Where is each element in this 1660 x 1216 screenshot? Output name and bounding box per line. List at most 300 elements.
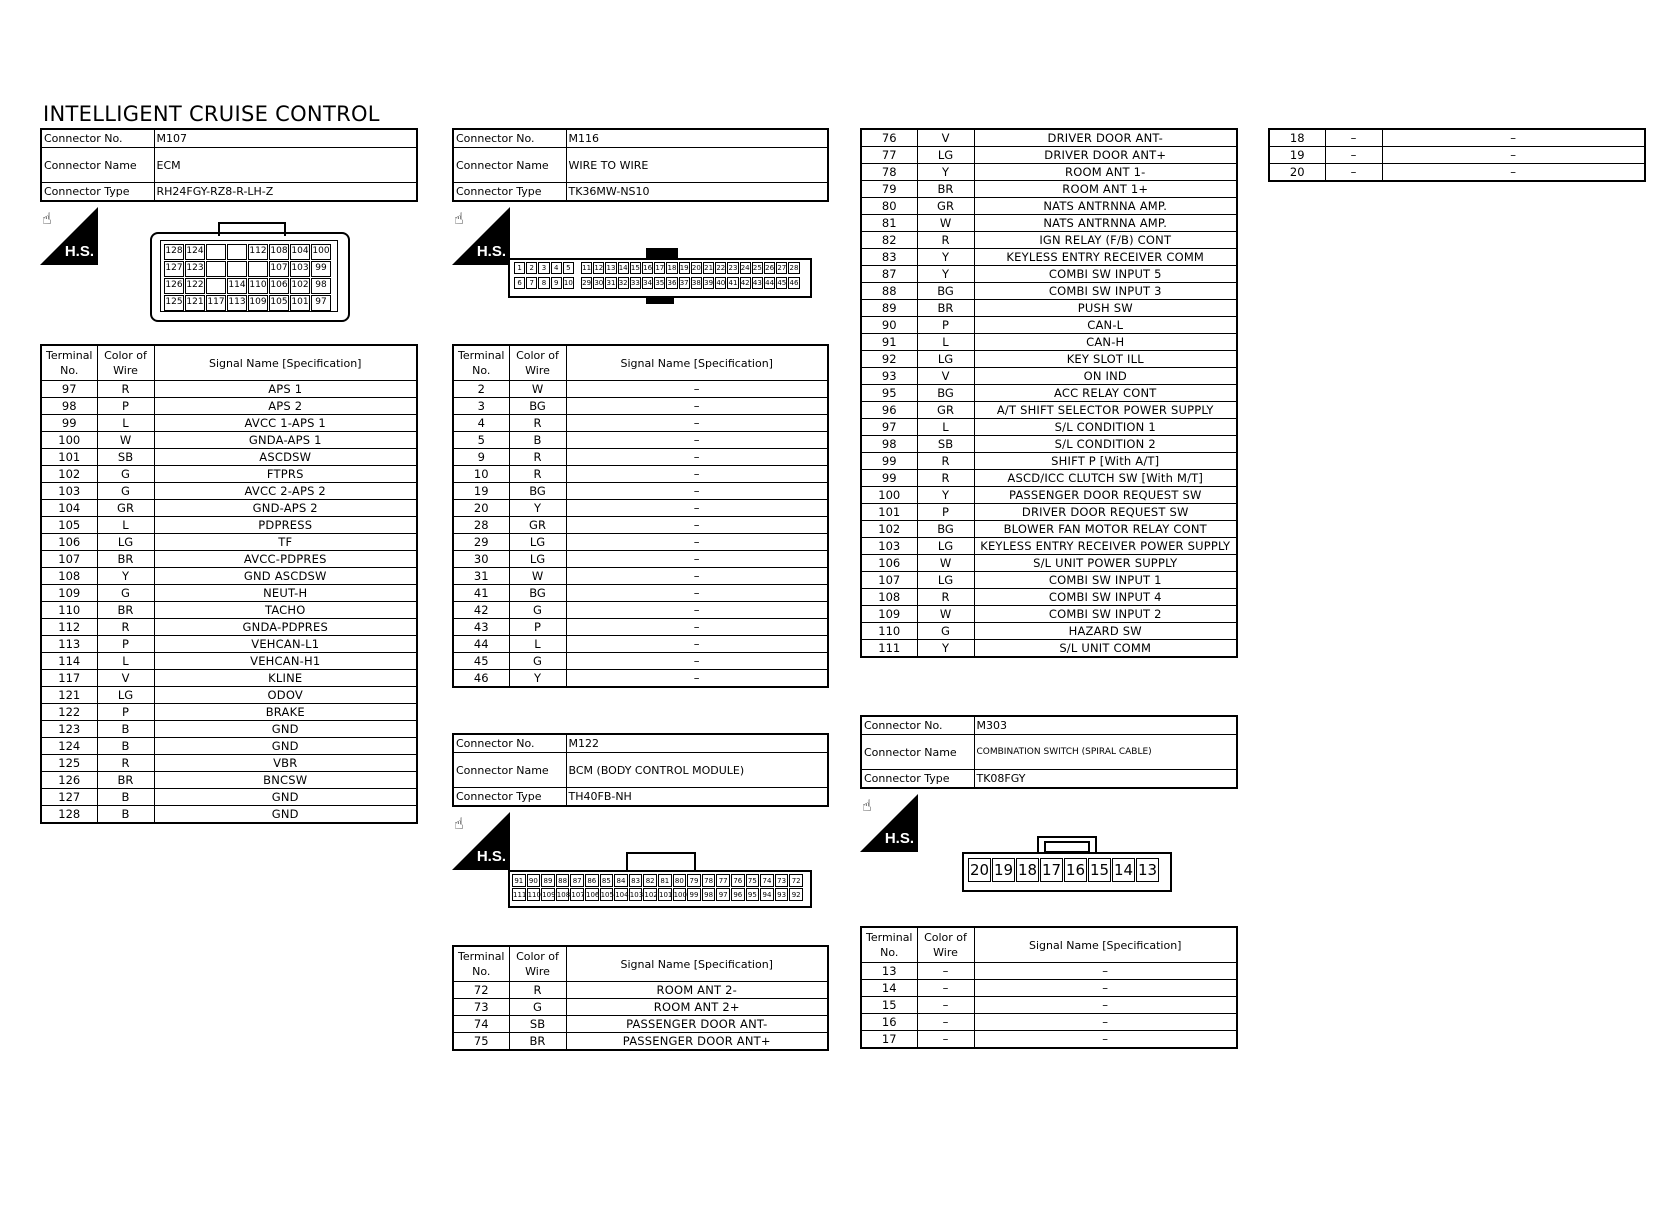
signal-name-cell: FTPRS [154, 466, 417, 483]
terminal-no-cell: 76 [861, 129, 917, 147]
connector-type-label: Connector Type [41, 183, 154, 202]
wire-color-cell: R [97, 619, 154, 636]
terminal-no-cell: 106 [861, 555, 917, 572]
wire-color-cell: BG [917, 521, 974, 538]
connector-pin: 112 [248, 244, 268, 260]
signal-name-cell: ROOM ANT 2+ [566, 999, 828, 1016]
terminal-no-cell: 95 [861, 385, 917, 402]
table-row [861, 215, 1237, 232]
signal-name-cell: GND [154, 721, 417, 738]
table-row [861, 351, 1237, 368]
terminal-no-cell: 103 [41, 483, 97, 500]
terminal-no-cell: 79 [861, 181, 917, 198]
table-row [861, 266, 1237, 283]
terminal-no-cell: 101 [41, 449, 97, 466]
signal-name-cell: VEHCAN-L1 [154, 636, 417, 653]
connector-pin: 75 [746, 874, 760, 887]
connector-pin: 33 [630, 279, 640, 287]
connector-type-label: Connector Type [453, 183, 566, 202]
connector-pin-empty [227, 244, 247, 260]
wire-color-cell: Y [97, 568, 154, 585]
table-row [453, 982, 828, 999]
terminal-no-header: Terminal No. [861, 927, 917, 963]
wire-color-cell: B [97, 738, 154, 755]
terminal-no-cell: 128 [41, 806, 97, 824]
signal-name-cell: GNDA-APS 1 [154, 432, 417, 449]
table-row [453, 551, 828, 568]
signal-name-cell: – [974, 1014, 1237, 1031]
connector-pin: 128 [164, 244, 184, 260]
terminal-table-m122-b [860, 128, 1238, 658]
signal-name-cell: S/L UNIT POWER SUPPLY [974, 555, 1237, 572]
connector-pin: 18 [667, 264, 677, 272]
wire-color-cell: BR [917, 300, 974, 317]
terminal-no-cell: 123 [41, 721, 97, 738]
connector-pin: 110 [248, 278, 268, 294]
terminal-no-cell: 44 [453, 636, 509, 653]
wire-color-cell: LG [509, 534, 566, 551]
wire-color-cell: G [97, 585, 154, 602]
terminal-no-cell: 126 [41, 772, 97, 789]
connector-info-m107 [40, 128, 418, 202]
signal-name-cell: ON IND [974, 368, 1237, 385]
connector-pin: 42 [740, 279, 750, 287]
terminal-no-cell: 106 [41, 534, 97, 551]
connector-pin: 107 [570, 888, 584, 901]
wire-color-cell: W [509, 381, 566, 398]
wire-color-cell: L [917, 419, 974, 436]
signal-name-cell: ASCD/ICC CLUTCH SW [With M/T] [974, 470, 1237, 487]
wire-color-cell: BG [509, 483, 566, 500]
connector-pin: 14 [618, 264, 628, 272]
connector-pin: 24 [740, 264, 750, 272]
table-row [41, 466, 417, 483]
table-row [41, 568, 417, 585]
connector-pin: 108 [269, 244, 289, 260]
table-row [453, 398, 828, 415]
signal-name-cell: – [566, 551, 828, 568]
table-row [41, 602, 417, 619]
signal-name-cell: TF [154, 534, 417, 551]
terminal-no-cell: 20 [453, 500, 509, 517]
signal-name-cell: AVCC 1-APS 1 [154, 415, 417, 432]
signal-name-cell: GND [154, 738, 417, 755]
connector-pin: 123 [185, 261, 205, 277]
table-row [453, 517, 828, 534]
table-row [861, 997, 1237, 1014]
connector-pin: 103 [290, 261, 310, 277]
connector-pin: 29 [582, 279, 592, 287]
terminal-no-cell: 87 [861, 266, 917, 283]
hs-badge [40, 207, 98, 265]
connector-pin: 1 [514, 262, 525, 274]
terminal-no-cell: 105 [41, 517, 97, 534]
wire-color-cell: – [1325, 129, 1382, 147]
connector-pin: 90 [527, 874, 541, 887]
connector-pin: 108 [556, 888, 570, 901]
connector-pin: 43 [752, 279, 762, 287]
wire-color-cell: BR [509, 1033, 566, 1051]
wire-color-cell: – [917, 980, 974, 997]
wire-color-cell: L [509, 636, 566, 653]
terminal-no-cell: 100 [41, 432, 97, 449]
signal-name-cell: APS 2 [154, 398, 417, 415]
wire-color-cell: W [917, 555, 974, 572]
wire-color-cell: B [97, 789, 154, 806]
terminal-rows [41, 381, 417, 824]
signal-name-cell: PASSENGER DOOR REQUEST SW [974, 487, 1237, 504]
signal-name-cell: – [974, 1031, 1237, 1049]
table-row [861, 640, 1237, 658]
terminal-no-cell: 16 [861, 1014, 917, 1031]
wire-color-cell: BG [917, 385, 974, 402]
connector-pin: 76 [731, 874, 745, 887]
terminal-no-cell: 114 [41, 653, 97, 670]
signal-name-cell: GNDA-PDPRES [154, 619, 417, 636]
connector-pin: 98 [702, 888, 716, 901]
table-row [41, 721, 417, 738]
signal-name-cell: – [566, 415, 828, 432]
signal-name-cell: PUSH SW [974, 300, 1237, 317]
connector-pin: 84 [614, 874, 628, 887]
terminal-table-m303-b [1268, 128, 1646, 182]
connector-pin: 16 [643, 264, 653, 272]
connector-name-value: ECM [154, 148, 417, 183]
wire-color-cell: Y [917, 640, 974, 658]
wire-color-cell: L [97, 415, 154, 432]
connector-pin: 2 [526, 262, 537, 274]
connector-face-m122 [508, 852, 812, 908]
signal-name-cell: PASSENGER DOOR ANT- [566, 1016, 828, 1033]
terminal-no-cell: 4 [453, 415, 509, 432]
connector-pin: 122 [185, 278, 205, 294]
wire-color-cell: LG [97, 534, 154, 551]
signal-name-cell: ODOV [154, 687, 417, 704]
wire-color-cell: R [97, 755, 154, 772]
connector-pin: 20 [691, 264, 701, 272]
connector-type-label: Connector Type [453, 788, 566, 807]
connector-pin: 15 [630, 264, 640, 272]
table-row [861, 232, 1237, 249]
connector-pin: 36 [667, 279, 677, 287]
terminal-no-cell: 13 [861, 963, 917, 980]
terminal-no-header: Terminal No. [41, 345, 97, 381]
signal-name-cell: – [566, 449, 828, 466]
terminal-no-cell: 99 [861, 470, 917, 487]
connector-pin: 101 [658, 888, 672, 901]
table-row [861, 1014, 1237, 1031]
signal-name-cell: – [1382, 147, 1645, 164]
wire-color-cell: G [509, 999, 566, 1016]
table-row [453, 999, 828, 1016]
wire-color-cell: GR [917, 198, 974, 215]
wire-color-cell: GR [917, 402, 974, 419]
connector-pin: 109 [248, 295, 268, 311]
wire-color-cell: – [917, 963, 974, 980]
connector-pin: 17 [1040, 858, 1063, 882]
terminal-no-cell: 99 [861, 453, 917, 470]
hand-icon: ☝ [862, 796, 872, 815]
wire-color-cell: G [97, 466, 154, 483]
wire-color-cell: LG [509, 551, 566, 568]
wire-color-cell: BR [97, 551, 154, 568]
table-row [453, 483, 828, 500]
table-row [453, 500, 828, 517]
connector-pin: 102 [643, 888, 657, 901]
wire-color-cell: – [917, 997, 974, 1014]
wire-color-cell: – [1325, 147, 1382, 164]
signal-name-cell: CAN-H [974, 334, 1237, 351]
wire-color-cell: BG [917, 283, 974, 300]
terminal-no-cell: 73 [453, 999, 509, 1016]
terminal-no-cell: 2 [453, 381, 509, 398]
wire-color-cell: GR [509, 517, 566, 534]
signal-name-cell: COMBI SW INPUT 3 [974, 283, 1237, 300]
color-of-wire-header: Color of Wire [509, 345, 566, 381]
connector-pin: 91 [512, 874, 526, 887]
connector-pin: 17 [655, 264, 665, 272]
table-row [41, 517, 417, 534]
connector-no-label: Connector No. [453, 129, 566, 148]
terminal-no-cell: 43 [453, 619, 509, 636]
signal-name-cell: KEYLESS ENTRY RECEIVER POWER SUPPLY [974, 538, 1237, 555]
table-row [41, 704, 417, 721]
signal-name-cell: – [566, 398, 828, 415]
signal-name-cell: BLOWER FAN MOTOR RELAY CONT [974, 521, 1237, 538]
connector-pin: 18 [1016, 858, 1039, 882]
signal-name-cell: BRAKE [154, 704, 417, 721]
table-row [861, 283, 1237, 300]
signal-name-cell: – [566, 483, 828, 500]
table-row [861, 538, 1237, 555]
table-row [861, 198, 1237, 215]
connector-no-label: Connector No. [861, 716, 974, 735]
connector-type-value: TK08FGY [974, 770, 1237, 789]
terminal-no-cell: 90 [861, 317, 917, 334]
table-row [453, 381, 828, 398]
wire-color-cell: LG [917, 147, 974, 164]
signal-name-cell: – [566, 381, 828, 398]
hs-label: H.S. [476, 848, 506, 865]
terminal-table-m116 [452, 344, 829, 688]
terminal-no-cell: 41 [453, 585, 509, 602]
connector-pin: 82 [643, 874, 657, 887]
connector-pin-empty [206, 244, 226, 260]
wire-color-cell: W [917, 606, 974, 623]
connector-pin: 35 [655, 279, 665, 287]
terminal-no-cell: 15 [861, 997, 917, 1014]
terminal-no-cell: 10 [453, 466, 509, 483]
terminal-no-cell: 100 [861, 487, 917, 504]
connector-pin: 102 [290, 278, 310, 294]
signal-name-cell: KLINE [154, 670, 417, 687]
table-row [453, 670, 828, 688]
wire-color-cell: P [917, 317, 974, 334]
terminal-no-cell: 14 [861, 980, 917, 997]
connector-pin: 106 [269, 278, 289, 294]
signal-name-cell: ACC RELAY CONT [974, 385, 1237, 402]
connector-pin: 83 [629, 874, 643, 887]
terminal-no-cell: 108 [41, 568, 97, 585]
signal-name-header: Signal Name [Specification] [974, 927, 1237, 963]
wire-color-cell: SB [509, 1016, 566, 1033]
connector-pin: 124 [185, 244, 205, 260]
terminal-no-cell: 109 [861, 606, 917, 623]
connector-pin: 8 [538, 277, 549, 289]
wire-color-cell: LG [917, 351, 974, 368]
connector-pin: 111 [512, 888, 526, 901]
connector-pin: 105 [269, 295, 289, 311]
table-row [453, 449, 828, 466]
terminal-no-cell: 9 [453, 449, 509, 466]
connector-name-label: Connector Name [453, 753, 566, 788]
connector-pin: 46 [789, 279, 799, 287]
connector-pin: 81 [658, 874, 672, 887]
terminal-no-cell: 74 [453, 1016, 509, 1033]
hs-badge [860, 794, 918, 852]
terminal-no-cell: 30 [453, 551, 509, 568]
connector-no-value: M107 [154, 129, 417, 148]
connector-pin: 113 [227, 295, 247, 311]
connector-pin: 107 [269, 261, 289, 277]
hand-icon: ☝ [454, 814, 464, 833]
terminal-no-cell: 81 [861, 215, 917, 232]
table-row [41, 415, 417, 432]
wire-color-cell: R [509, 466, 566, 483]
table-row [861, 623, 1237, 640]
signal-name-cell: – [566, 619, 828, 636]
signal-name-cell: AVCC-PDPRES [154, 551, 417, 568]
signal-name-cell: S/L CONDITION 1 [974, 419, 1237, 436]
wire-color-cell: V [97, 670, 154, 687]
terminal-no-cell: 103 [861, 538, 917, 555]
signal-name-cell: DRIVER DOOR ANT+ [974, 147, 1237, 164]
connector-name-label: Connector Name [453, 148, 566, 183]
wire-color-cell: Y [917, 249, 974, 266]
page-title: INTELLIGENT CRUISE CONTROL [43, 102, 380, 126]
connector-pin: 103 [629, 888, 643, 901]
wire-color-cell: R [917, 589, 974, 606]
connector-pin: 96 [731, 888, 745, 901]
wire-color-cell: Y [917, 487, 974, 504]
table-row [861, 453, 1237, 470]
table-row [453, 585, 828, 602]
terminal-no-cell: 72 [453, 982, 509, 999]
table-row [41, 789, 417, 806]
connector-pin: 25 [752, 264, 762, 272]
wire-color-cell: – [1325, 164, 1382, 182]
wire-color-cell: W [509, 568, 566, 585]
hs-badge [452, 812, 510, 870]
wire-color-cell: B [509, 432, 566, 449]
connector-no-label: Connector No. [41, 129, 154, 148]
connector-latch [626, 852, 696, 872]
hand-icon: ☝ [454, 209, 464, 228]
table-row [453, 534, 828, 551]
connector-type-label: Connector Type [861, 770, 974, 789]
table-row [41, 585, 417, 602]
connector-pin: 117 [206, 295, 226, 311]
terminal-no-cell: 75 [453, 1033, 509, 1051]
table-row [861, 385, 1237, 402]
wire-color-cell: R [917, 232, 974, 249]
table-row [861, 368, 1237, 385]
table-row [861, 572, 1237, 589]
connector-info-m116 [452, 128, 829, 202]
connector-pin: 125 [164, 295, 184, 311]
connector-info-m122 [452, 733, 829, 807]
terminal-no-cell: 125 [41, 755, 97, 772]
terminal-no-cell: 102 [861, 521, 917, 538]
wire-color-cell: G [917, 623, 974, 640]
signal-name-cell: VEHCAN-H1 [154, 653, 417, 670]
connector-pin: 30 [594, 279, 604, 287]
terminal-no-cell: 127 [41, 789, 97, 806]
connector-pin: 20 [968, 858, 991, 882]
terminal-no-cell: 29 [453, 534, 509, 551]
signal-name-cell: APS 1 [154, 381, 417, 398]
wire-color-cell: L [97, 653, 154, 670]
connector-pin-empty [227, 261, 247, 277]
connector-name-value: COMBINATION SWITCH (SPIRAL CABLE) [974, 735, 1237, 770]
wire-color-cell: LG [97, 687, 154, 704]
table-row [41, 636, 417, 653]
hs-label: H.S. [64, 243, 94, 260]
table-row [861, 129, 1237, 147]
terminal-no-cell: 31 [453, 568, 509, 585]
table-row [41, 653, 417, 670]
connector-type-value: TH40FB-NH [566, 788, 828, 807]
wire-color-cell: R [917, 453, 974, 470]
terminal-no-cell: 113 [41, 636, 97, 653]
signal-name-cell: – [566, 585, 828, 602]
table-row [861, 470, 1237, 487]
signal-name-cell: – [974, 963, 1237, 980]
signal-name-cell: – [566, 602, 828, 619]
connector-pin: 40 [716, 279, 726, 287]
wire-color-cell: BR [917, 181, 974, 198]
signal-name-cell: PASSENGER DOOR ANT+ [566, 1033, 828, 1051]
wire-color-cell: P [917, 504, 974, 521]
terminal-no-cell: 111 [861, 640, 917, 658]
table-row [41, 772, 417, 789]
terminal-no-cell: 121 [41, 687, 97, 704]
connector-pin: 23 [728, 264, 738, 272]
signal-name-header: Signal Name [Specification] [154, 345, 417, 381]
table-row [41, 381, 417, 398]
connector-pin: 86 [585, 874, 599, 887]
connector-no-value: M122 [566, 734, 828, 753]
connector-type-value: TK36MW-NS10 [566, 183, 828, 202]
terminal-no-cell: 107 [41, 551, 97, 568]
terminal-no-cell: 19 [453, 483, 509, 500]
connector-pin: 97 [716, 888, 730, 901]
signal-name-cell: – [566, 568, 828, 585]
table-row [41, 449, 417, 466]
table-row [861, 181, 1237, 198]
connector-pin: 21 [704, 264, 714, 272]
table-row [861, 334, 1237, 351]
connector-pin: 110 [527, 888, 541, 901]
signal-name-cell: COMBI SW INPUT 5 [974, 266, 1237, 283]
wire-color-cell: P [97, 704, 154, 721]
terminal-no-cell: 3 [453, 398, 509, 415]
table-row [861, 555, 1237, 572]
connector-pin: 77 [716, 874, 730, 887]
table-row [861, 963, 1237, 980]
signal-name-cell: – [1382, 129, 1645, 147]
terminal-rows [1269, 129, 1645, 181]
